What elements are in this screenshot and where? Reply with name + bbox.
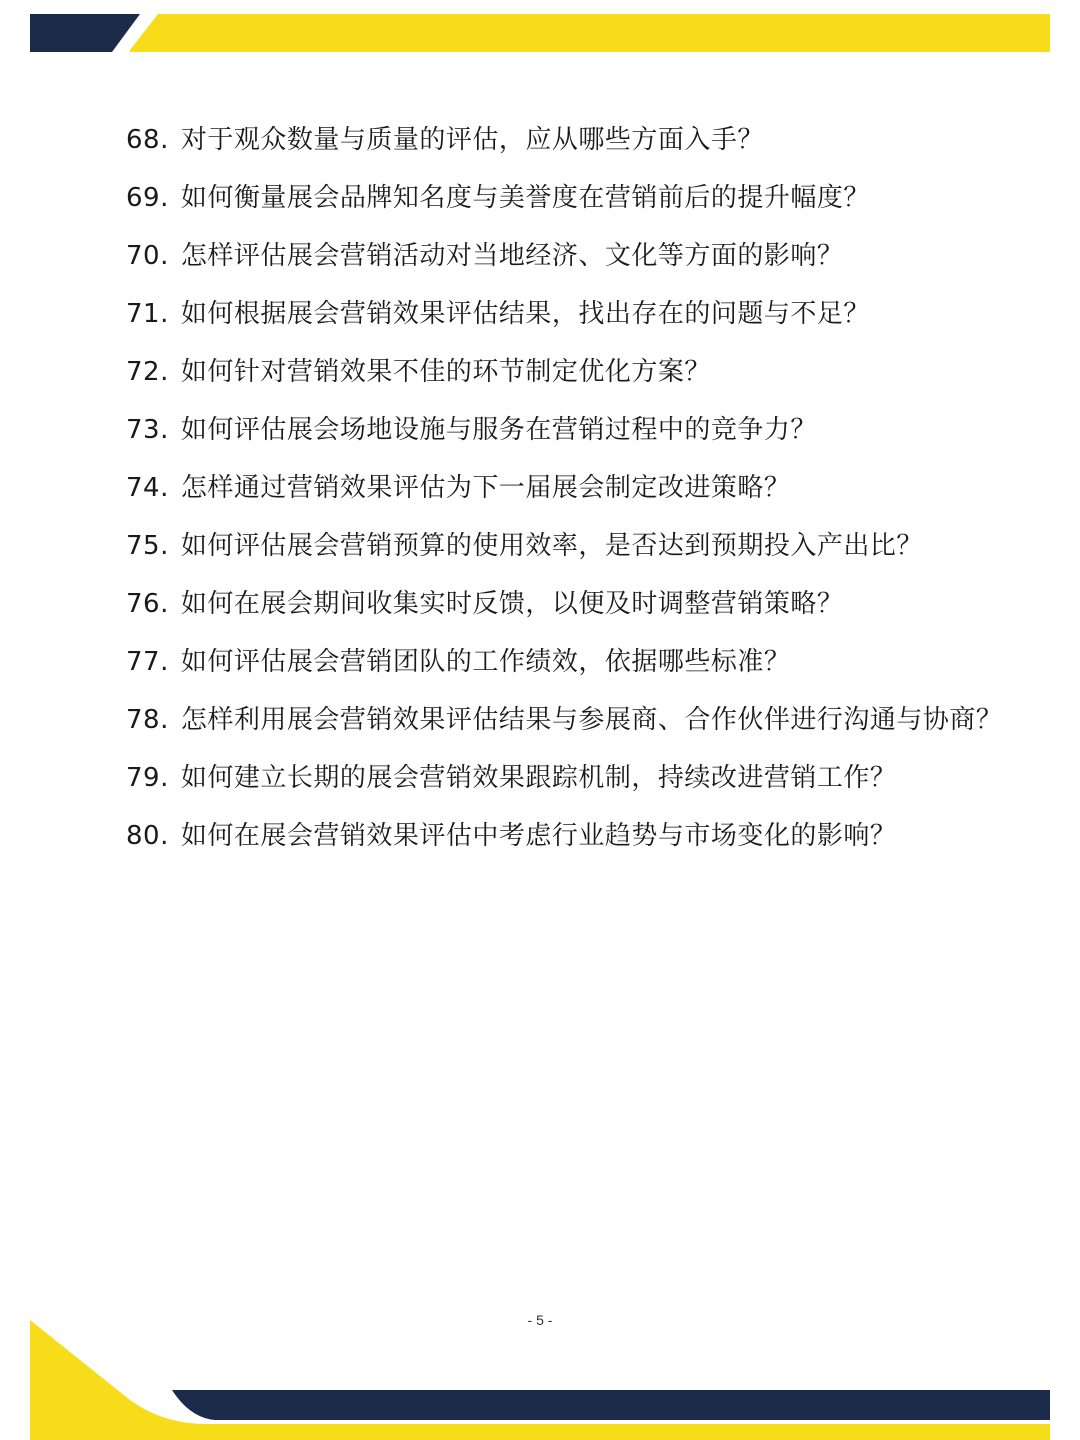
question-text: 如何建立长期的展会营销效果跟踪机制，持续改进营销工作？ — [180, 763, 897, 793]
question-item — [126, 118, 1006, 162]
question-item — [126, 756, 1006, 800]
question-item — [126, 640, 1006, 684]
question-number: 70. — [126, 241, 169, 271]
top-navy-shape — [30, 14, 140, 52]
top-decorative-band — [0, 0, 1080, 70]
bottom-decorative-band — [0, 1300, 1080, 1440]
question-text: 如何评估展会营销团队的工作绩效，依据哪些标准？ — [180, 647, 791, 677]
question-number: 73. — [126, 415, 169, 445]
question-item — [126, 350, 1006, 394]
question-number: 80. — [126, 821, 169, 851]
question-text: 如何评估展会营销预算的使用效率，是否达到预期投入产出比？ — [180, 531, 923, 561]
question-text: 如何根据展会营销效果评估结果，找出存在的问题与不足？ — [180, 299, 870, 329]
question-number: 77. — [126, 647, 169, 677]
top-yellow-bar — [130, 14, 1050, 52]
question-item — [126, 466, 1006, 510]
question-text: 如何评估展会场地设施与服务在营销过程中的竞争力？ — [180, 415, 817, 445]
question-item — [126, 524, 1006, 568]
question-item — [126, 292, 1006, 336]
question-item — [126, 814, 1006, 858]
question-text: 如何衡量展会品牌知名度与美誉度在营销前后的提升幅度？ — [180, 183, 870, 213]
question-text: 怎样通过营销效果评估为下一届展会制定改进策略？ — [180, 473, 791, 503]
question-number: 68. — [126, 125, 169, 155]
question-number: 75. — [126, 531, 169, 561]
page-number: - 5 - — [527, 1312, 553, 1328]
bottom-navy-bar — [172, 1390, 1050, 1420]
question-item — [126, 582, 1006, 626]
bottom-yellow-wedge — [30, 1320, 1050, 1440]
question-number: 72. — [126, 357, 169, 387]
question-text: 如何在展会营销效果评估中考虑行业趋势与市场变化的影响？ — [180, 821, 897, 851]
question-item — [126, 234, 1006, 278]
question-number: 69. — [126, 183, 169, 213]
question-number: 79. — [126, 763, 169, 793]
question-number: 78. — [126, 705, 169, 735]
question-text: 怎样评估展会营销活动对当地经济、文化等方面的影响？ — [180, 241, 844, 271]
question-text: 如何在展会期间收集实时反馈，以便及时调整营销策略？ — [180, 589, 844, 619]
question-text: 对于观众数量与质量的评估，应从哪些方面入手？ — [180, 125, 764, 155]
question-text: 怎样利用展会营销效果评估结果与参展商、合作伙伴进行沟通与协商？ — [180, 705, 1003, 735]
question-number: 76. — [126, 589, 169, 619]
question-text: 如何针对营销效果不佳的环节制定优化方案？ — [180, 357, 711, 387]
question-item — [126, 176, 1006, 220]
question-item — [126, 698, 1006, 742]
question-number: 71. — [126, 299, 169, 329]
question-list — [126, 118, 1006, 872]
question-item — [126, 408, 1006, 452]
question-number: 74. — [126, 473, 169, 503]
